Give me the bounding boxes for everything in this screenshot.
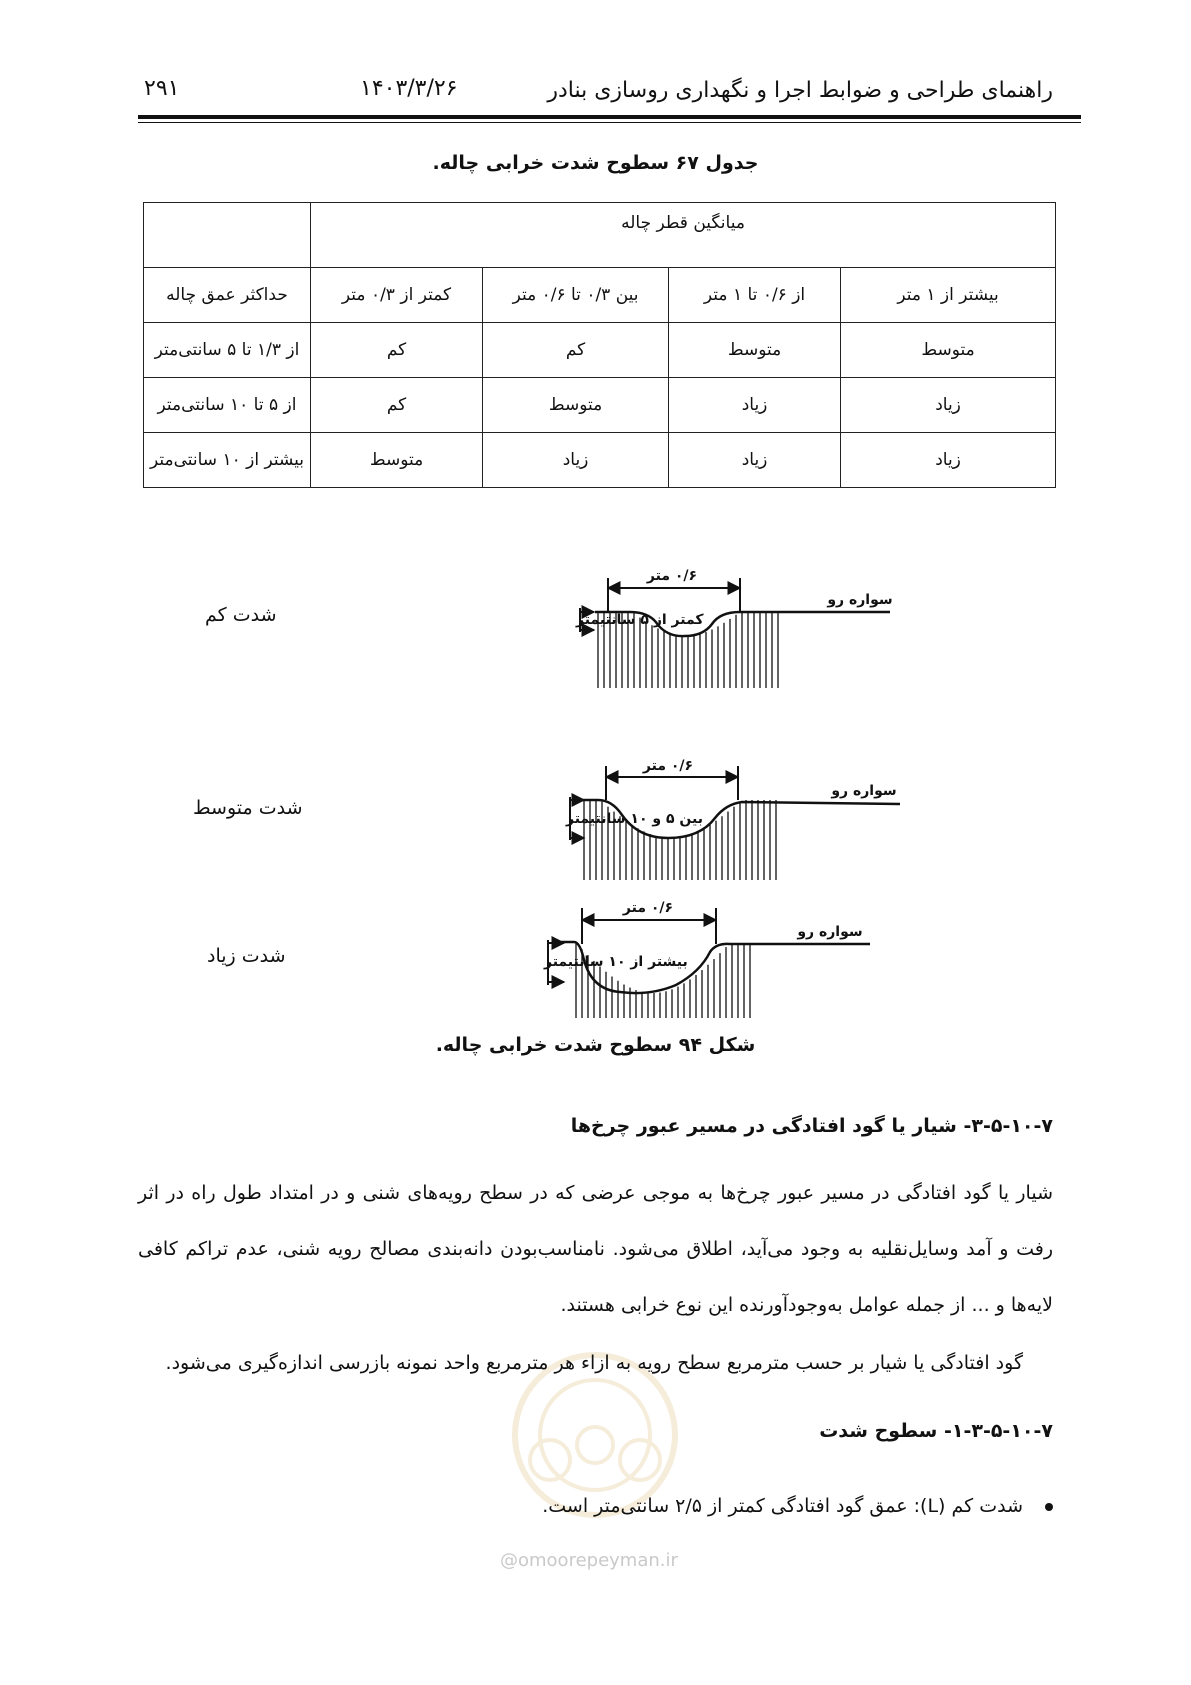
table-cell: متوسط xyxy=(669,323,841,378)
row-header: از ۱/۳ تا ۵ سانتی‌متر xyxy=(144,323,311,378)
severity-label-high: شدت زیاد xyxy=(207,945,286,967)
column-header: بیشتر از ۱ متر xyxy=(841,268,1056,323)
column-header: کمتر از ۰/۳ متر xyxy=(311,268,483,323)
table-cell: کم xyxy=(311,323,483,378)
row-header: از ۵ تا ۱۰ سانتی‌متر xyxy=(144,378,311,433)
row-header: بیشتر از ۱۰ سانتی‌متر xyxy=(144,433,311,488)
surface-label: سواره رو xyxy=(827,592,893,608)
bullet-item xyxy=(542,1495,1053,1517)
figure-caption: شکل ۹۴ سطوح شدت خرابی چاله. xyxy=(435,1034,756,1056)
severity-label-low: شدت کم xyxy=(205,604,277,626)
paragraph: گود افتادگی یا شیار بر حسب مترمربع سطح رویه به ازاء هر مترمربع واحد نمونه بازرسی اندازه‌گیری می‌شود. xyxy=(165,1352,1023,1374)
depth-label: بین ۵ و ۱۰ سانتیمتر xyxy=(566,811,703,827)
page-number: ۲۹۱ xyxy=(144,76,180,101)
table-cell: زیاد xyxy=(841,433,1056,488)
bullet-text: شدت کم (L): عمق گود افتادگی کمتر از ۲/۵ سانتی‌متر است. xyxy=(542,1495,1023,1517)
row-header-label: حداکثر عمق چاله xyxy=(144,268,311,323)
table-cell: کم xyxy=(483,323,669,378)
table-cell: زیاد xyxy=(841,378,1056,433)
width-label: ۰/۶ متر xyxy=(642,758,694,774)
subsection-heading: ۱-۳-۵-۱۰-۷- سطوح شدت xyxy=(819,1420,1053,1442)
table-cell: متوسط xyxy=(483,378,669,433)
running-header-title: راهنمای طراحی و ضوابط اجرا و نگهداری روسازی بنادر xyxy=(547,78,1053,103)
table-cell: متوسط xyxy=(311,433,483,488)
section-heading: ۳-۵-۱۰-۷- شیار یا گود افتادگی در مسیر عبور چرخ‌ها xyxy=(570,1115,1053,1137)
depth-label: کمتر از ۵ سانتیمتر xyxy=(576,612,704,628)
table-cell: زیاد xyxy=(669,433,841,488)
table-cell: زیاد xyxy=(669,378,841,433)
column-header: بین ۰/۳ تا ۰/۶ متر xyxy=(483,268,669,323)
paragraph: شیار یا گود افتادگی در مسیر عبور چرخ‌ها به موجی عرضی که در سطح رویه‌های شنی و در امتداد طول راه در اثر رفت و آمد وسایل‌نقلیه به وجود می‌آید، اطلاق می‌شود. نامناسب‌بودن دانه‌بندی مصالح رویه شنی، عدم تراکم کافی لایه‌ها و ... از جمله عوامل به‌وجودآورنده این نوع خرابی هستند. xyxy=(138,1182,1053,1316)
bullet-dot xyxy=(1045,1503,1053,1511)
running-header-date: ۱۴۰۳/۳/۲۶ xyxy=(360,76,458,101)
width-label: ۰/۶ متر xyxy=(646,568,698,584)
table-cell: زیاد xyxy=(483,433,669,488)
table-cell: کم xyxy=(311,378,483,433)
group-header-cell: میانگین قطر چاله xyxy=(311,203,1056,268)
depth-label: بیشتر از ۱۰ سانتیمتر xyxy=(544,954,688,970)
column-header: از ۰/۶ تا ۱ متر xyxy=(669,268,841,323)
surface-label: سواره رو xyxy=(831,783,897,799)
severity-label-medium: شدت متوسط xyxy=(193,797,303,819)
table-cell: متوسط xyxy=(841,323,1056,378)
watermark-site: @omoorepeyman.ir xyxy=(500,1550,678,1571)
surface-label: سواره رو xyxy=(797,924,863,940)
width-label: ۰/۶ متر xyxy=(622,900,674,916)
table-caption: جدول ۶۷ سطوح شدت خرابی چاله. xyxy=(432,152,759,174)
